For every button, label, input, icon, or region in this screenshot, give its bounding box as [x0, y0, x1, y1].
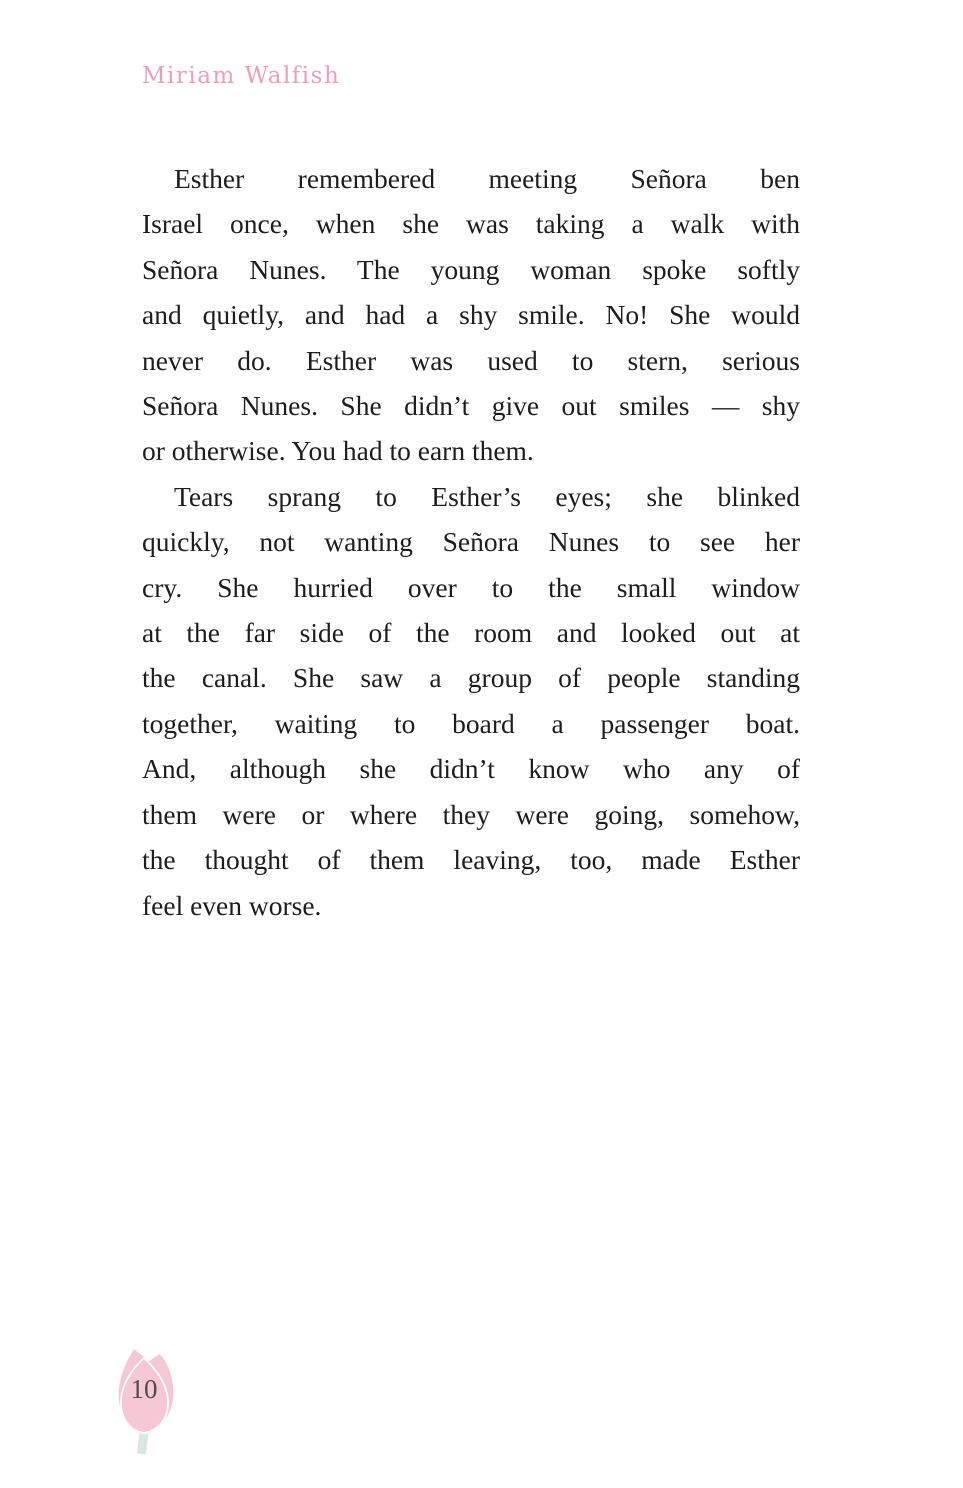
- text-line: the canal. She saw a group of people standing: [142, 662, 800, 694]
- text-line: Israel once, when she was taking a walk with: [142, 208, 800, 240]
- text-line: Señora Nunes. She didn’t give out smiles — shy: [142, 390, 800, 422]
- text-line: and quietly, and had a shy smile. No! She would: [142, 299, 800, 331]
- text-line: never do. Esther was used to stern, serious: [142, 344, 800, 376]
- text-line: Señora Nunes. The young woman spoke softly: [142, 253, 800, 285]
- running-header-author: Miriam Walfish: [142, 63, 341, 89]
- text-line: Esther remembered meeting Señora ben: [174, 163, 800, 194]
- page-footer: [113, 1346, 179, 1458]
- text-line: or otherwise. You had to earn them.: [142, 435, 534, 467]
- text-line: together, waiting to board a passenger boat.: [142, 707, 800, 739]
- text-line: cry. She hurried over to the small window: [142, 571, 800, 603]
- page-number: 10: [130, 1374, 158, 1404]
- text-line: the thought of them leaving, too, made Esther: [142, 844, 800, 876]
- text-line: at the far side of the room and looked out at: [142, 617, 800, 649]
- text-line: quickly, not wanting Señora Nunes to see her: [142, 526, 800, 558]
- body-text: [142, 156, 800, 928]
- text-line: And, although she didn’t know who any of: [142, 753, 800, 785]
- text-line: them were or where they were going, somehow,: [142, 798, 800, 830]
- text-line: feel even worse.: [142, 889, 322, 921]
- text-line: Tears sprang to Esther’s eyes; she blinked: [174, 480, 800, 512]
